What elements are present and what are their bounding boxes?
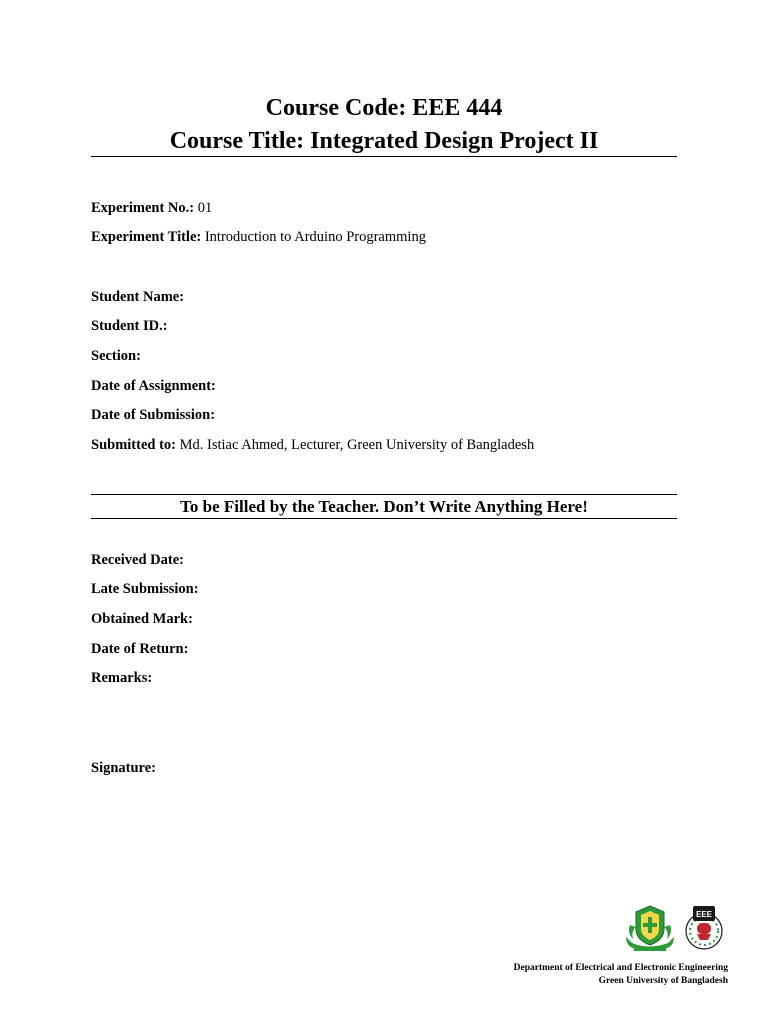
received-date-field xyxy=(91,551,184,569)
experiment-title-value: Introduction to Arduino Programming xyxy=(204,229,426,245)
university-name: Green University of Bangladesh xyxy=(598,976,728,986)
student-id-field xyxy=(91,317,168,335)
date-of-submission-field xyxy=(91,406,215,424)
experiment-no-label: Experiment No.: xyxy=(91,200,195,216)
department-name: Department of Electrical and Electronic Engineering xyxy=(513,963,728,973)
experiment-no-field xyxy=(91,199,212,217)
student-id-label: Student ID.: xyxy=(91,318,168,334)
footer-logos xyxy=(624,903,728,953)
section-field xyxy=(91,347,141,365)
submitted-to-field xyxy=(91,436,534,454)
obtained-mark-label: Obtained Mark: xyxy=(91,611,193,627)
obtained-mark-field xyxy=(91,610,193,628)
teacher-section-bottom-rule xyxy=(91,518,677,519)
university-logo xyxy=(624,903,676,953)
eee-logo-text: EEE xyxy=(695,910,713,919)
section-label: Section: xyxy=(91,348,141,364)
teacher-section-top-rule xyxy=(91,494,677,495)
late-submission-field xyxy=(91,580,199,598)
date-of-submission-label: Date of Submission: xyxy=(91,407,216,423)
date-of-assignment-label: Date of Assignment: xyxy=(91,378,216,394)
experiment-title-label: Experiment Title: xyxy=(91,229,202,245)
date-of-return-label: Date of Return: xyxy=(91,641,189,657)
submitted-to-value: Md. Istiac Ahmed, Lecturer, Green University of Bangladesh xyxy=(179,437,535,453)
received-date-label: Received Date: xyxy=(91,552,184,568)
remarks-label: Remarks: xyxy=(91,670,153,686)
remarks-field xyxy=(91,669,152,687)
teacher-section-heading: To be Filled by the Teacher. Don’t Write Anything Here! xyxy=(180,497,588,516)
header-divider xyxy=(91,156,677,157)
student-name-label: Student Name: xyxy=(91,289,185,305)
signature-field xyxy=(91,759,156,777)
date-of-assignment-field xyxy=(91,377,216,395)
late-submission-label: Late Submission: xyxy=(91,581,199,597)
signature-label: Signature: xyxy=(91,760,156,776)
course-title: Course Title: Integrated Design Project II xyxy=(169,128,599,154)
eee-department-logo xyxy=(684,903,724,953)
date-of-return-field xyxy=(91,640,188,658)
experiment-title-field xyxy=(91,228,426,246)
submitted-to-label: Submitted to: xyxy=(91,437,176,453)
experiment-no-value: 01 xyxy=(197,200,213,216)
student-name-field xyxy=(91,288,184,306)
course-code: Course Code: EEE 444 xyxy=(265,95,503,121)
